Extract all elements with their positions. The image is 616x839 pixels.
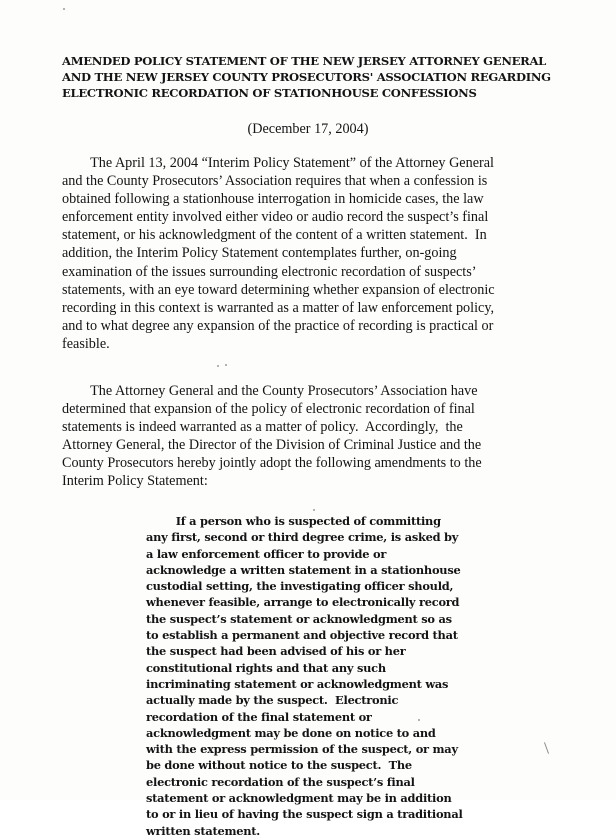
document-date: (December 17, 2004) [247, 121, 369, 137]
amendment-line: incriminating statement or acknowledgment was [146, 676, 449, 691]
paragraph-line: The April 13, 2004 “Interim Policy Statement” of the Attorney General [62, 155, 494, 171]
amendment-line: actually made by the suspect. Electronic [146, 693, 399, 708]
document-title [62, 53, 551, 101]
scan-speck [63, 8, 65, 10]
scan-mark [544, 742, 549, 754]
scan-speck [225, 364, 227, 366]
scan-speck [217, 365, 219, 367]
paragraph-line: statement, or his acknowledgment of the content of a written statement. In [62, 227, 487, 244]
amendment-line: electronic recordation of the suspect’s final [146, 774, 415, 789]
paragraph-line: County Prosecutors hereby jointly adopt the following amendments to the [62, 455, 482, 472]
amendment-line: custodial setting, the investigating officer should, [146, 579, 454, 594]
paragraph-interim-policy [62, 154, 562, 353]
amendment-line: constitutional rights and that any such [146, 660, 386, 675]
paragraph-line: addition, the Interim Policy Statement contemplates further, on-going [62, 245, 457, 262]
title-line: AMENDED POLICY STATEMENT OF THE NEW JERSEY ATTORNEY GENERAL [62, 54, 547, 68]
paragraph-line: The Attorney General and the County Prosecutors’ Association have [62, 383, 478, 399]
amendment-line: a law enforcement officer to provide or [146, 546, 387, 561]
paragraph-line: statements is indeed warranted as a matter of policy. Accordingly, the [62, 419, 463, 436]
amendment-line: the suspect had been advised of his or her [146, 644, 406, 659]
amendment-line: acknowledge a written statement in a stationhouse [146, 562, 461, 577]
paragraph-line: and to what degree any expansion of the practice of recording is practical or [62, 317, 494, 334]
amendment-line: written statement. [146, 823, 261, 838]
amendment-line: to establish a permanent and objective record that [146, 628, 458, 643]
amendment-line: acknowledgment may be done on notice to and [146, 725, 436, 740]
amendment-line: statement or acknowledgment may be in addition [146, 791, 452, 806]
title-line: AND THE NEW JERSEY COUNTY PROSECUTORS' ASSOCIATION REGARDING [62, 70, 551, 84]
amendment-line: the suspect’s statement or acknowledgment so as [146, 611, 452, 626]
amendment-line: whenever feasible, arrange to electronically record [146, 595, 460, 610]
amendment-line: be done without notice to the suspect. The [146, 758, 412, 773]
paragraph-line: and the County Prosecutors’ Association requires that when a confession is [62, 173, 488, 190]
amendment-line: with the express permission of the suspect, or may [146, 742, 458, 757]
scan-speck [418, 719, 420, 721]
amendment-line: If a person who is suspected of committing [146, 514, 441, 528]
title-line: ELECTRONIC RECORDATION OF STATIONHOUSE CONFESSIONS [62, 86, 477, 100]
paragraph-amendment-intro [62, 382, 562, 491]
paragraph-line: determined that expansion of the policy of electronic recordation of final [62, 401, 475, 418]
paragraph-line: enforcement entity involved either video or audio record the suspect’s final [62, 209, 489, 226]
amendment-line: to or in lieu of having the suspect sign a traditional [146, 807, 463, 822]
scan-speck [313, 509, 315, 511]
paragraph-line: Attorney General, the Director of the Division of Criminal Justice and the [62, 437, 482, 454]
paragraph-line: obtained following a stationhouse interrogation in homicide cases, the law [62, 191, 484, 208]
paragraph-line: statements, with an eye toward determining whether expansion of electronic [62, 281, 495, 298]
amendment-line: recordation of the final statement or [146, 709, 372, 724]
paragraph-line: recording in this context is warranted as a matter of law enforcement policy, [62, 299, 495, 316]
paragraph-line: examination of the issues surrounding electronic recordation of suspects’ [62, 263, 477, 280]
amendment-line: any first, second or third degree crime, is asked by [146, 530, 459, 545]
paragraph-line: Interim Policy Statement: [62, 473, 208, 490]
amendment-text-block [146, 513, 466, 839]
paragraph-line: feasible. [62, 335, 110, 352]
